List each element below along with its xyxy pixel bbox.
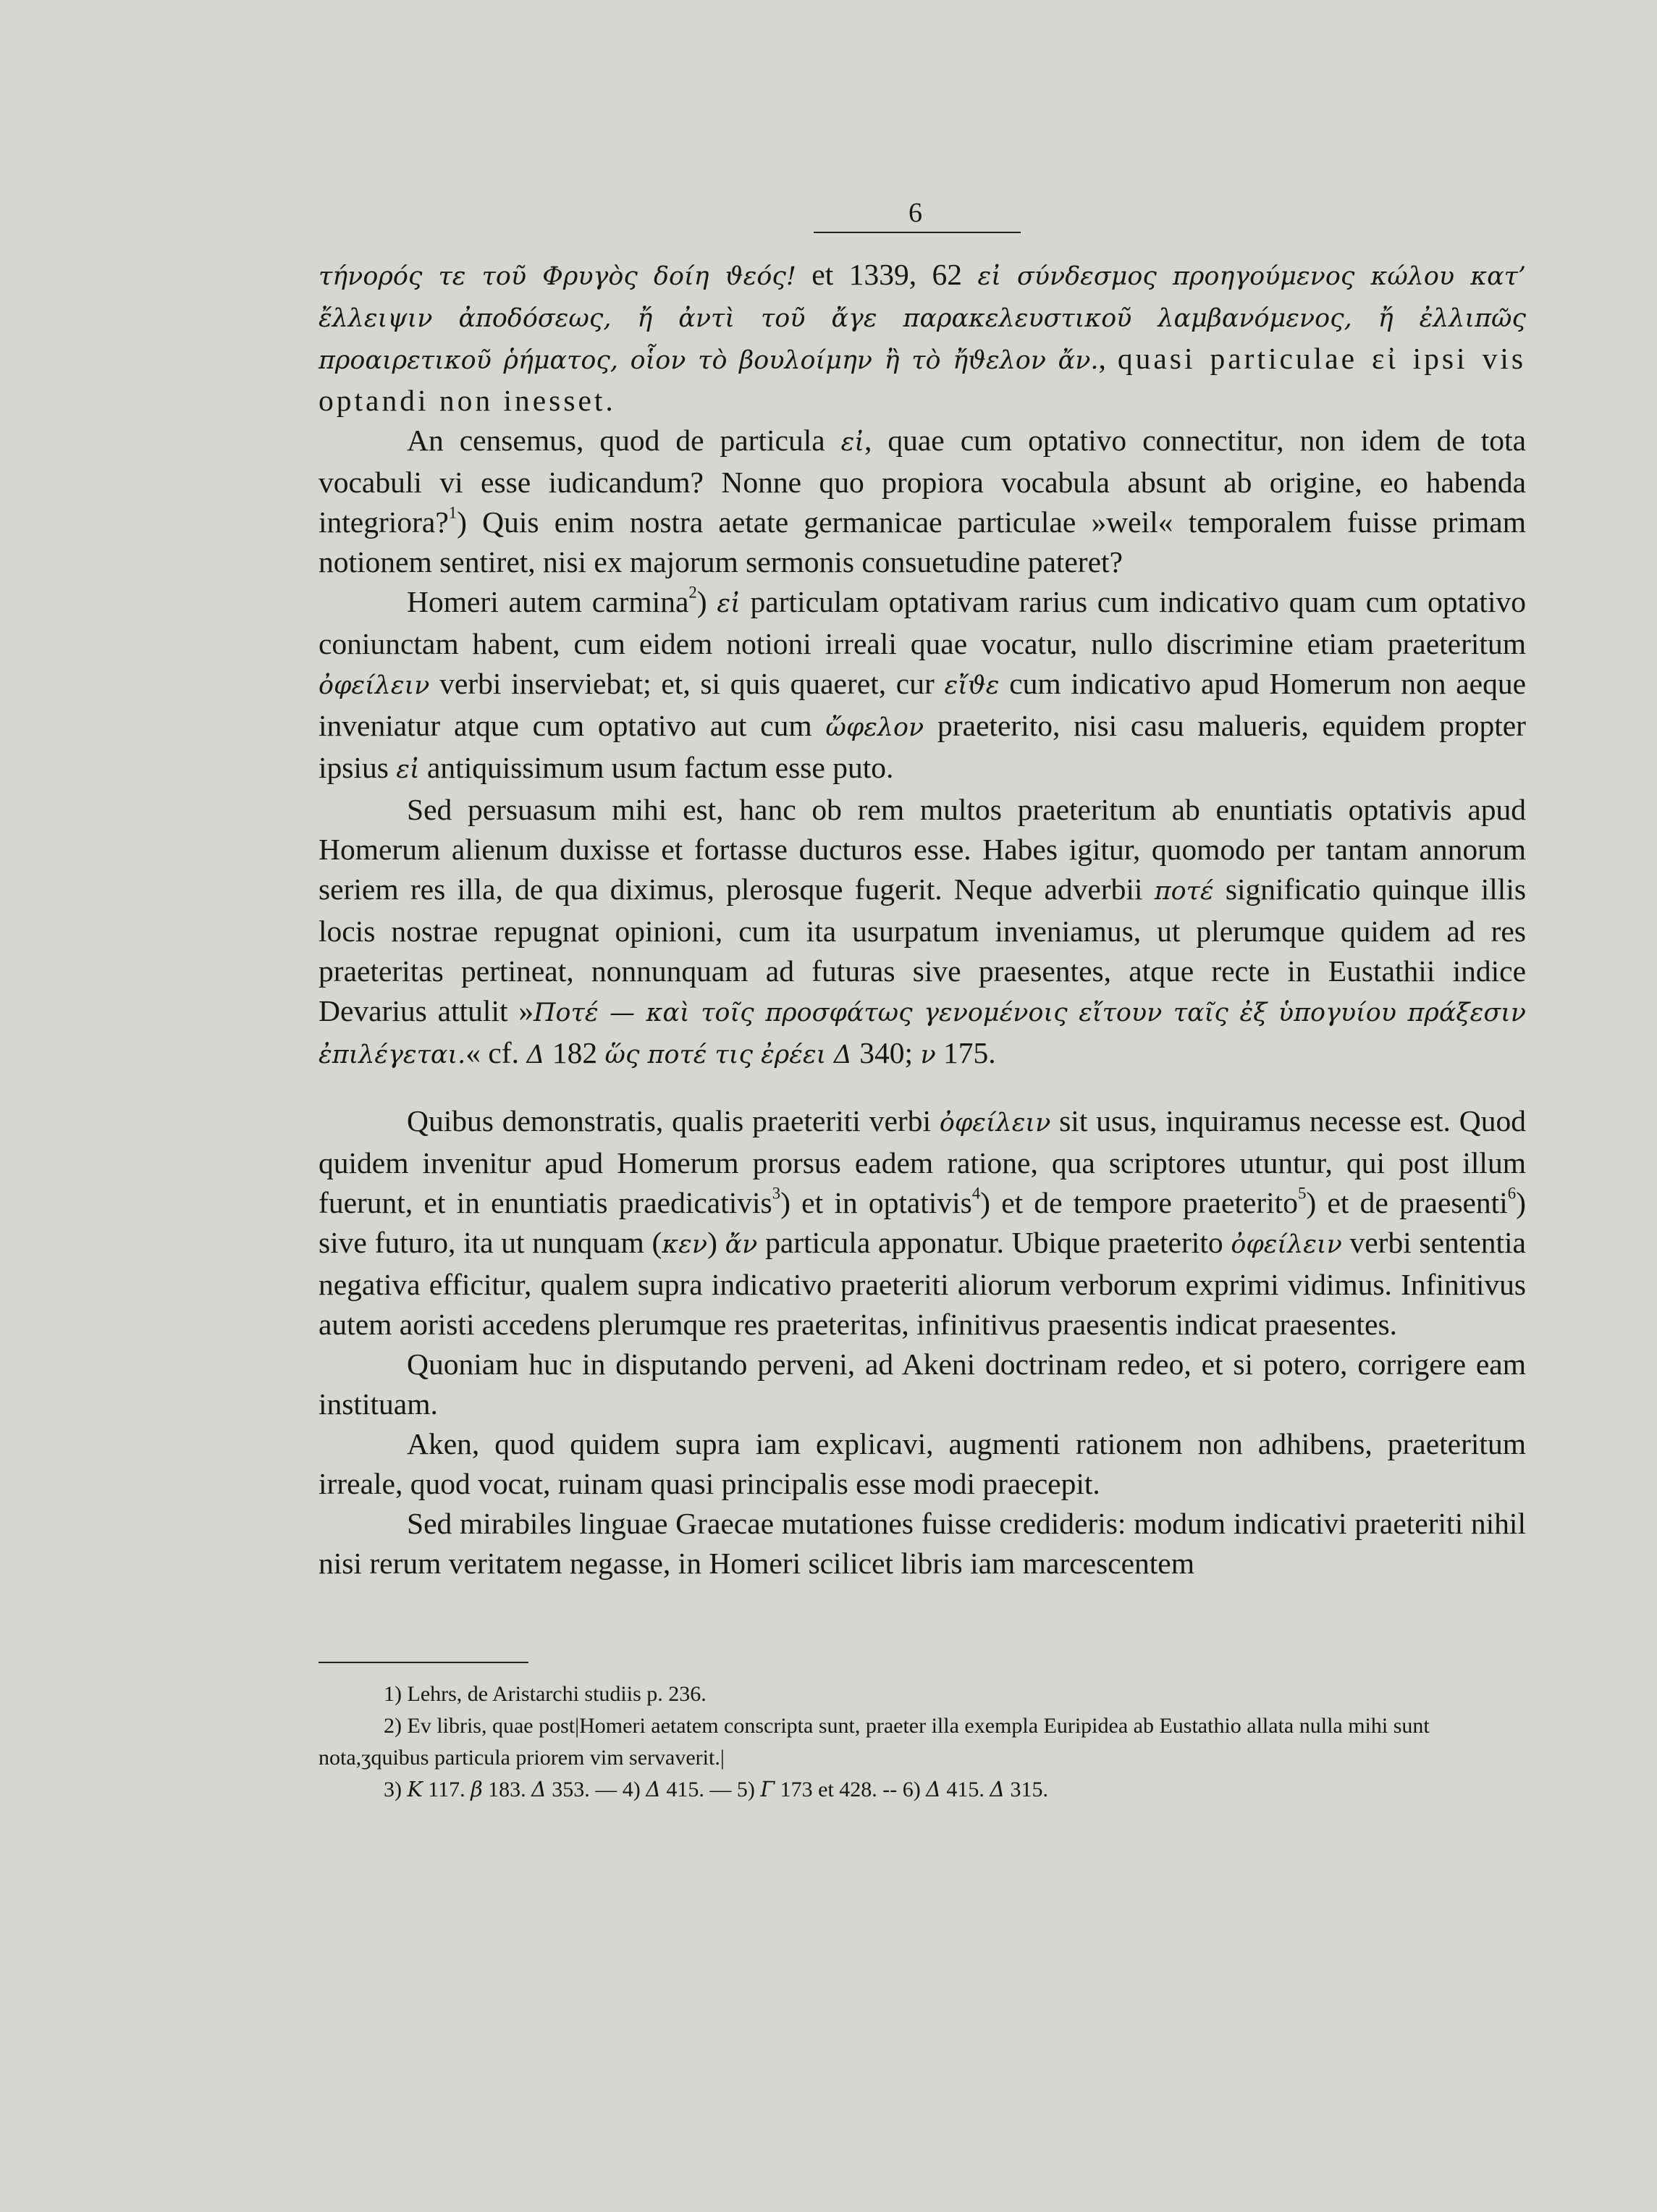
paragraph-7 <box>319 1424 1526 1504</box>
footnote-rule <box>319 1662 528 1663</box>
greek-siglum: Δ <box>926 1778 941 1801</box>
footnote-ref[interactable]: 6 <box>1507 1184 1517 1203</box>
latin-text: significatio quinque illis locis nostrae repugnat opinioni, cum ita usurpatum inveniamus, ut plerumque quidem ad res praeteritas pertineat, nonnunquam ad futuras sive praesentes, atque recte in Eustathii indice Devarius attulit » <box>319 872 1526 1027</box>
latin-text: 175. <box>935 1036 996 1069</box>
latin-text: Aken, quod quidem supra iam explicavi, augmenti rationem non adhibens, praeteritum irreale, quod vocat, ruinam quasi principalis esse modi praecepit. <box>319 1427 1526 1500</box>
paragraph-3 <box>319 582 1526 790</box>
paragraph-8 <box>319 1504 1526 1584</box>
footnote-ref[interactable]: 1 <box>448 503 458 522</box>
paragraph-5 <box>319 1101 1526 1345</box>
footnotes <box>319 1678 1526 1806</box>
footnote-ref[interactable]: 5 <box>1297 1184 1307 1203</box>
latin-text: Homeri autem carmina <box>407 585 689 618</box>
latin-text: 340; <box>851 1036 921 1069</box>
latin-text: sit usus, inquiramus necesse est. Quod quidem invenitur apud Homerum prorsus eadem ratione, qua scriptores utuntur, qui post illum fuerunt, et in enuntiatis praedicativis <box>319 1104 1526 1219</box>
latin-text: particula apponatur. Ubique praeterito <box>757 1226 1231 1259</box>
greek-text: ὥς ποτέ τις ἐρέει <box>604 1040 827 1069</box>
latin-text: Sed persuasum mihi est, hanc ob rem multos praeteritum ab enuntiatis optativis apud Homerum alienum duxisse et fortasse ducturos esse. Habes igitur, quomodo per tantam annorum seriem res illa, de qua diximus, plerosque fugerit. Neque adverbii <box>319 793 1526 906</box>
fn-text: 415. — 5) <box>660 1778 761 1801</box>
greek-siglum: Δ <box>646 1778 661 1801</box>
footnote-ref[interactable]: 4 <box>971 1184 981 1203</box>
greek-text: ὤφελον <box>825 713 924 742</box>
greek-siglum: β <box>471 1778 483 1801</box>
footnote-ref[interactable]: 3 <box>772 1184 781 1203</box>
fn-text: 3) <box>384 1778 408 1801</box>
latin-text: Quibus demonstratis, qualis praeteriti verbi <box>407 1104 940 1137</box>
fn-text: 315. <box>1004 1778 1048 1801</box>
footnote-1: 1) Lehrs, de Aristarchi studiis p. 236. <box>384 1682 707 1706</box>
greek-text: Δ <box>833 1040 852 1069</box>
latin-text: , <box>1098 342 1118 375</box>
greek-text: ὀφείλειν <box>1231 1230 1342 1259</box>
latin-text: ) et in optativis <box>780 1186 972 1219</box>
latin-text: ) <box>707 1226 725 1259</box>
fn-text: 183. <box>482 1778 532 1801</box>
latin-text: , quae cum optativo connectitur, non idem de tota vocabuli vi esse iudicandum? Nonne quo propiora vocabula absunt ab origine, eo habenda integriora? <box>319 424 1527 539</box>
latin-text: praeterito, nisi casu malueris, equidem propter ipsius <box>319 709 1526 784</box>
latin-text: « cf. <box>465 1036 527 1069</box>
latin-text: An censemus, quod de particula <box>407 424 841 457</box>
latin-text: ) <box>696 585 717 618</box>
greek-text: ποτέ <box>1154 877 1214 906</box>
greek-text: κεν <box>662 1230 708 1259</box>
greek-text: εἰ <box>396 755 420 784</box>
latin-text: et 1339, 62 <box>796 258 978 291</box>
latin-text: 182 <box>544 1036 605 1069</box>
greek-siglum: Δ <box>531 1778 547 1801</box>
page-number: 6 <box>908 198 923 228</box>
fn-text: 415. <box>940 1778 990 1801</box>
fn-text: 353. — 4) <box>546 1778 646 1801</box>
latin-text: verbi inserviebat; et, si quis quaeret, cur <box>429 667 945 700</box>
footnote-ref[interactable]: 2 <box>688 583 697 602</box>
greek-text: εἴϑε <box>944 671 1000 700</box>
paragraph-4 <box>319 790 1526 1075</box>
latin-text: Quoniam huc in disputando perveni, ad Akeni doctrinam redeo, et si potero, corrigere eam instituam. <box>319 1347 1526 1421</box>
greek-text: ὀφείλειν <box>319 671 430 700</box>
body-text <box>319 255 1526 1584</box>
greek-siglum: Κ <box>407 1778 423 1801</box>
greek-text: Ποτέ — καὶ τοῖς προσφάτως γενομένοις εἴτουν ταῖς ἐξ ὑπογυίου πράξεσιν ἐπιλέγεται. <box>319 998 1526 1069</box>
greek-text: ἄν <box>725 1230 758 1259</box>
greek-siglum: Γ <box>760 1778 775 1801</box>
footnote-2: 2) Ev libris, quae post|Homeri aetatem conscripta sunt, praeter illa exempla Euripidea ab Eustathio allata nulla mihi sunt nota,ʒquibus particula priorem vim servaverit.| <box>319 1714 1430 1770</box>
greek-text: Δ <box>526 1040 545 1069</box>
latin-text: antiquissimum usum factum esse puto. <box>419 751 894 784</box>
header-rule <box>814 232 1021 233</box>
greek-text: εἰ σύνδεσμος προηγούμενος κώλου κατ’ ἔλλειψιν ἀποδόσεως, ἤ ἀντὶ τοῦ ἄγε παρακελευστικοῦ λαμβανόμενος, ἤ ἐλλιπῶς προαιρετικοῦ ῥήματος, οἷον τὸ βουλοίμην ἢ τὸ ἤϑελον ἄν. <box>319 262 1526 375</box>
fn-text: 117. <box>422 1778 471 1801</box>
latin-text: ) et de praesenti <box>1306 1186 1508 1219</box>
greek-text: εἰ <box>717 589 741 618</box>
latin-text: cum indicativo apud Homerum non aeque inveniatur atque cum optativo aut cum <box>319 667 1527 742</box>
paragraph-6 <box>319 1345 1526 1424</box>
footnote-3-6 <box>319 1774 1526 1806</box>
paragraph-1 <box>319 255 1526 421</box>
latin-text: ) sive futuro, ita ut nunquam ( <box>319 1186 1526 1259</box>
latin-text: Sed mirabiles linguae Graecae mutationes fuisse credideris: modum indicativi praeteriti nihil nisi rerum veritatem negasse, in Homeri scilicet libris iam marcescentem <box>319 1507 1526 1580</box>
latin-text <box>826 1036 833 1069</box>
greek-text: τήνορός τε τοῦ Φρυγὸς δοίη ϑεός! <box>319 262 796 291</box>
greek-siglum: Δ <box>990 1778 1005 1801</box>
greek-text: ὀφείλειν <box>939 1109 1051 1137</box>
latin-text: verbi sententia negativa efficitur, qualem supra indicativo praeteriti aliorum verborum exprimi vidimus. Infinitivus autem aoristi accedens plerumque res praeteritas, infinitivus praesentis indicat praesentes. <box>319 1226 1526 1341</box>
greek-text: ν <box>920 1040 936 1069</box>
fn-text: 173 et 428. -- 6) <box>775 1778 927 1801</box>
paragraph-2 <box>319 421 1526 582</box>
latin-text: particulam optativam rarius cum indicativo quam cum optativo coniunctam habent, cum eidem notioni irreali quae vocatur, nullo discrimine etiam praeteritum <box>319 585 1526 660</box>
greek-text: εἰ <box>840 428 865 457</box>
spaced-text: quasi particulae εἰ ipsi vis optandi non inesset. <box>319 342 1527 417</box>
latin-text: ) Quis enim nostra aetate germanicae particulae »weil« temporalem fuisse primam notionem sentiret, nisi ex majorum sermonis consuetudine pateret? <box>319 505 1526 579</box>
latin-text: ) et de tempore praeterito <box>980 1186 1298 1219</box>
